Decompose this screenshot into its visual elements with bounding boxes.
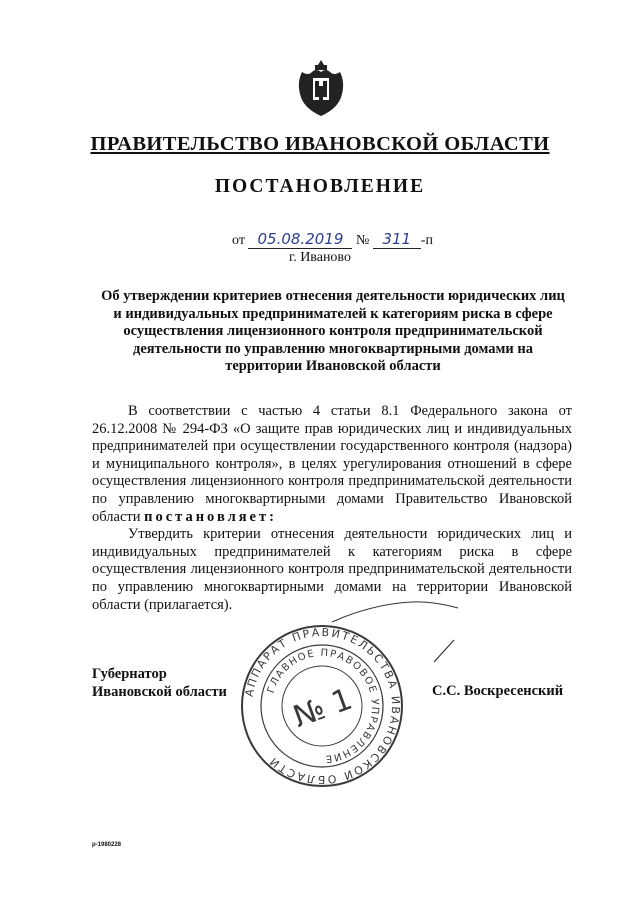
coat-of-arms-icon bbox=[296, 58, 346, 118]
signatory-position bbox=[92, 666, 227, 701]
number-suffix: -п bbox=[420, 233, 433, 248]
date-number-line bbox=[232, 230, 433, 249]
government-title: ПРАВИТЕЛЬСТВО ИВАНОВСКОЙ ОБЛАСТИ bbox=[90, 133, 550, 155]
city: г. Иваново bbox=[289, 250, 351, 265]
stamp-inner-text: ГЛАВНОЕ ПРАВОВОЕ УПРАВЛЕНИЕ bbox=[265, 647, 381, 765]
handwritten-date: 05.08.2019 bbox=[248, 230, 352, 249]
position-line-1: Губернатор bbox=[92, 666, 167, 682]
resolves-word: постановляет: bbox=[144, 508, 277, 525]
stamp-number: № 1 bbox=[288, 681, 357, 736]
preamble-text: В соответствии с частью 4 статьи 8.1 Федерального закона от 26.12.2008 № 294-ФЗ «О защите прав юридических лиц и индивидуальных предпринимателей при осуществлении государственного контроля (надзора) и муниципального контроля», в целях урегулирования отношений в сфере осуществления лицензионного контроля предпринимательской деятельности по управлению многоквартирными домами Правительство Ивановской области bbox=[92, 403, 572, 525]
signatory-name: С.С. Воскресенский bbox=[432, 683, 564, 699]
paragraph-resolution: Утвердить критерии отнесения деятельности юридических лиц и индивидуальных предпринимателей к категориям риска в сфере осуществления лицензионного контроля предпринимательской деятельности по управлению многоквартирными домами на территории Ивановской области (прилагается). bbox=[92, 526, 572, 613]
signature-mark bbox=[430, 636, 460, 666]
handwritten-number: 311 bbox=[373, 230, 421, 249]
date-prefix: от bbox=[232, 233, 245, 248]
official-stamp bbox=[238, 622, 406, 790]
paragraph-preamble bbox=[92, 403, 572, 526]
document-title: Об утверждении критериев отнесения деятельности юридических лиц и индивидуальных предпринимателей к категориям риска в сфере осуществления лицензионного контроля предпринимательской деятельности по управлению многоквартирными домами на территории Ивановской области bbox=[101, 288, 565, 375]
document-type: ПОСТАНОВЛЕНИЕ bbox=[214, 176, 426, 197]
number-prefix: № bbox=[355, 233, 370, 248]
position-line-2: Ивановской области bbox=[92, 683, 227, 700]
stamp-outer-text: АППАРАТ ПРАВИТЕЛЬСТВА ИВАНОВСКОЙ ОБЛАСТИ bbox=[242, 625, 403, 787]
document-body bbox=[92, 403, 572, 614]
document-code: р-1980228 bbox=[92, 842, 122, 848]
